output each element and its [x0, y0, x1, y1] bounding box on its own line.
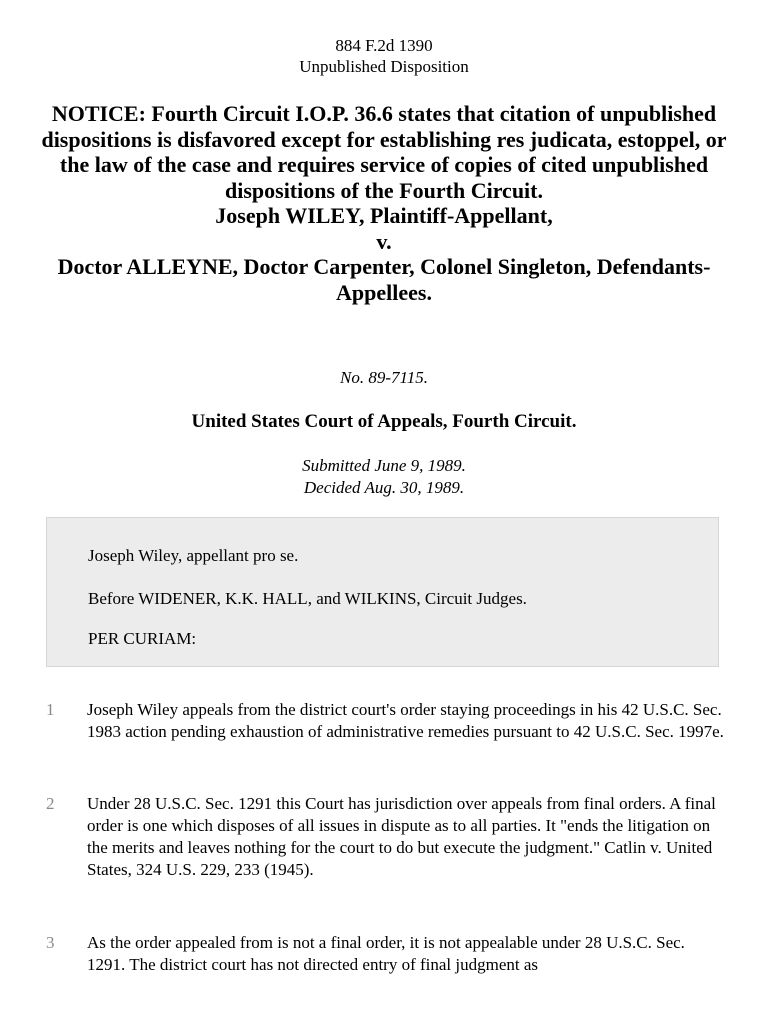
per-curiam-text: PER CURIAM: — [88, 629, 197, 648]
paragraph-text: Under 28 U.S.C. Sec. 1291 this Court has jurisdiction over appeals from final orders. A final order is one which disposes of all issues in dispute as to all parties. It "ends the litigation on the merits and leaves nothing for the court to do but execute the judgment." Catlin v. United States, 324 U.S. 229, 233 (1945). — [87, 794, 716, 879]
docket-number: No. 89-7115. — [340, 368, 428, 387]
case-citation: 884 F.2d 1390 — [335, 36, 433, 55]
paragraph-text: As the order appealed from is not a final order, it is not appealable under 28 U.S.C. Sec. 1291. The district court has not directed entry of final judgment as — [87, 933, 685, 974]
counsel-box — [46, 517, 719, 667]
defendants-names: Doctor ALLEYNE, Doctor Carpenter, Colonel Singleton, Defendants-Appellees. — [57, 254, 711, 305]
submitted-date: Submitted June 9, 1989. — [302, 456, 466, 475]
disposition-type: Unpublished Disposition — [299, 57, 469, 76]
counsel-text: Joseph Wiley, appellant pro se. — [88, 546, 299, 565]
decided-date: Decided Aug. 30, 1989. — [303, 478, 465, 497]
paragraph-number: 1 — [46, 700, 55, 719]
paragraph-number: 2 — [46, 794, 55, 813]
court-name: United States Court of Appeals, Fourth Circuit. — [191, 411, 577, 432]
judges-text: Before WIDENER, K.K. HALL, and WILKINS, Circuit Judges. — [88, 589, 527, 608]
notice-text: NOTICE: Fourth Circuit I.O.P. 36.6 states that citation of unpublished dispositions is disfavored except for establishing res judicata, estoppel, or the law of the case and requires service of copies of cited unpublished dispositions of the Fourth Circuit. — [41, 101, 727, 203]
case-header — [0, 35, 768, 77]
paragraph-text: Joseph Wiley appeals from the district court's order staying proceedings in his 42 U.S.C. Sec. 1983 action pending exhaustion of administrative remedies pursuant to 42 U.S.C. Sec. 1997e. — [87, 700, 724, 741]
versus-text: v. — [376, 228, 392, 254]
case-dates — [0, 455, 768, 499]
paragraph-number: 3 — [46, 933, 55, 952]
case-title — [30, 101, 738, 305]
plaintiff-name: Joseph WILEY, Plaintiff-Appellant, — [215, 203, 553, 228]
